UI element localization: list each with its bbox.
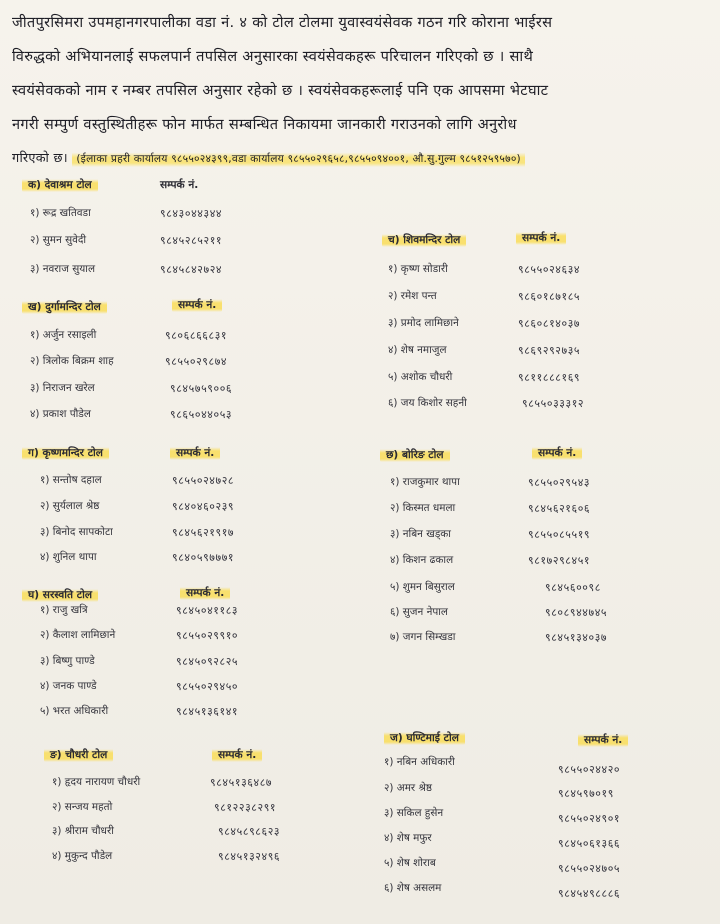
intro-line: जीतपुरसिमरा उपमहानगरपालीका वडा नं. ४ को टोल टोलमा युवास्वयंसेवक गठन गरि कोराना भाईरस [12,14,553,31]
volunteer-phone: ९८४५८४२७२४ [160,263,223,276]
volunteer-phone: ९८४५२८५२११ [160,234,223,247]
volunteer-phone: ९८४५१३२४९६ [218,850,281,863]
volunteer-phone: ९८४०५९७७७१ [172,551,235,564]
volunteer-phone: ९८४३०४४३४४ [160,207,223,220]
volunteer-phone: ९८४५४९८८८६ [558,887,621,900]
volunteer-name: १) सन्तोष दहाल [40,474,102,486]
section-title: घ) सरस्वति टोल [22,588,98,602]
section-title: ज) घण्टिमाई टोल [384,731,465,745]
volunteer-name: २) सुर्यलाल श्रेष्ठ [40,500,100,512]
volunteer-name: २) किस्मत धमला [390,502,456,514]
volunteer-phone: ९८४५१३४०३७ [545,631,608,644]
volunteer-name: ५) शेष शोराब [384,857,436,869]
intro-line: स्वयंसेवकको नाम र नम्बर तपसिल अनुसार रहेको छ । स्वयंसेवकहरूलाई पनि एक आपसमा भेटघाट [12,82,549,99]
volunteer-name: ४) जनक पाण्डे [40,680,97,692]
volunteer-name: ५) शुमन बिसुराल [390,581,455,593]
volunteer-phone: ९८६०१८७१८५ [518,290,581,303]
volunteer-phone: ९८४५८९८६२३ [218,825,281,838]
volunteer-phone: ९८५५०३३३१२ [522,397,585,410]
contact-header: सम्पर्क नं. [516,231,566,245]
volunteer-phone: ९८५५०२४७०५ [558,862,621,875]
volunteer-name: ३) श्रीराम चौधरी [52,825,114,837]
volunteer-name: ४) शेष मफुर [384,832,432,844]
contact-note: (ईलाका प्रहरी कार्यालय ९८५५०२४३९९,वडा कार्यालय ९८५५०२९६५८,९८५५०९४००१, औ.सु.गुल्म ९८५१२५९५७०) [72,151,525,167]
volunteer-phone: ९८५५०२४६३४ [518,263,581,276]
volunteer-name: १) नबिन अधिकारी [384,756,455,768]
volunteer-name: ४) मुकुन्द पौडेल [52,850,113,862]
volunteer-name: ३) निराजन खरेल [30,382,95,394]
volunteer-name: ४) शुनिल थापा [40,551,97,563]
volunteer-name: ३) नवराज सुयाल [30,263,96,275]
volunteer-name: १) हृदय नारायण चौधरी [52,776,141,788]
volunteer-phone: ९८४५९७०१९ [558,787,614,800]
volunteer-name: २) त्रिलोक बिक्रम शाह [30,355,114,367]
contact-header: सम्पर्क नं. [170,446,220,460]
volunteer-phone: ९८४५६२१६०६ [528,502,591,515]
volunteer-name: १) कृष्ण सोडारी [388,263,448,275]
volunteer-name: ६) शेष असलम [384,882,442,894]
intro-line [12,142,712,176]
volunteer-name: ४) किशन ढकाल [390,554,454,566]
volunteer-phone: ९८६५०४४०५३ [170,408,233,421]
volunteer-name: ३) प्रमोद लामिछाने [388,317,459,329]
volunteer-phone: ९८४५६२१९१७ [172,526,235,539]
volunteer-name: २) अमर श्रेष्ठ [384,782,432,794]
volunteer-name: १) राजु खत्रि [40,604,88,616]
section-title: ख) दुर्गामन्दिर टोल [22,300,107,314]
volunteer-phone: ९८५५०२४४२० [558,763,621,776]
volunteer-phone: ९८४५०९२८२५ [176,655,239,668]
volunteer-name: २) सुमन सुवेदी [30,234,87,246]
volunteer-name: १) रूद्र खतिवडा [30,207,91,219]
volunteer-name: ६) जय किशोर सहनी [388,397,467,409]
volunteer-phone: ९८४५०४११८३ [176,604,239,617]
volunteer-name: ३) सकिल हुसेन [384,807,444,819]
contact-header: सम्पर्क नं. [532,446,582,460]
volunteer-phone: ९८५५०२४९०१ [558,812,621,825]
volunteer-phone: ९८४५७५९००६ [170,382,233,395]
volunteer-phone: ९८४५०६१३६६ [558,837,621,850]
volunteer-name: ५) अशोक चौधरी [388,371,453,383]
contact-header: सम्पर्क नं. [212,748,262,762]
volunteer-name: ५) भरत अधिकारी [40,705,109,717]
contact-header: सम्पर्क नं. [160,179,199,191]
intro-line: नगरी सम्पुर्ण वस्तुस्थितीहरू फोन मार्फत सम्बन्धित निकायमा जानकारी गराउनको लागि अनुरोध [12,116,517,133]
volunteer-name: ६) सुजन नेपाल [390,606,448,618]
volunteer-name: २) कैलाश लामिछाने [40,629,116,641]
volunteer-phone: ९८४५६००९८ [545,581,601,594]
volunteer-name: ३) बिनोद सापकोटा [40,526,113,538]
volunteer-phone: ९८५५०२९८७४ [165,355,228,368]
intro-paragraph [12,6,712,176]
volunteer-phone: ९८१२२३८२९१ [214,801,277,814]
volunteer-phone: ९८६०८१४०३७ [518,317,581,330]
intro-line: विरुद्धको अभियानलाई सफलपार्न तपसिल अनुसारका स्वयंसेवकहरू परिचालन गरिएको छ । साथै [12,48,534,65]
volunteer-phone: ९८४५१३६१४१ [176,705,239,718]
volunteer-phone: ९८४५१३६४८७ [210,776,273,789]
volunteer-phone: ९८५५०२९४५० [176,680,239,693]
volunteer-phone: ९८११८८८१६९ [518,371,581,384]
intro-line-end: गरिएको छ। [12,151,68,166]
volunteer-name: ३) नबिन खड्का [390,528,451,540]
volunteer-name: २) सन्जय महतो [52,801,113,813]
volunteer-name: ३) बिष्णु पाण्डे [40,655,95,667]
contact-header: सम्पर्क नं. [180,586,230,600]
volunteer-phone: ९८६९२९२७३५ [518,344,581,357]
volunteer-phone: ९८५५०२९५४३ [528,476,591,489]
volunteer-phone: ९८०८९४४७४५ [545,606,608,619]
volunteer-phone: ९८०६८६६८३१ [165,329,228,342]
section-title: च) शिवमन्दिर टोल [382,233,466,247]
volunteer-name: १) राजकुमार थापा [390,476,460,488]
contact-header: सम्पर्क नं. [172,298,222,312]
volunteer-phone: ९८१७२९८४५१ [528,554,591,567]
volunteer-phone: ९८५५०२९९१० [176,629,239,642]
volunteer-name: १) अर्जुन रसाइली [30,329,97,341]
section-title: ग) कृष्णमन्दिर टोल [22,446,109,460]
volunteer-phone: ९८५५०२४७२८ [172,474,235,487]
volunteer-name: ७) जगन सिम्खडा [390,631,456,643]
section-title: क) देवाश्रम टोल [22,178,98,192]
section-title: छ) बोरिङ टोल [380,448,450,462]
volunteer-name: ४) शेष नमाजुल [388,344,447,356]
volunteer-name: २) रमेश पन्त [388,290,437,302]
volunteer-name: ४) प्रकाश पौडेल [30,408,91,420]
volunteer-phone: ९८४०४६०२३९ [172,500,235,513]
section-title: ङ) चौधरी टोल [44,748,113,762]
contact-header: सम्पर्क नं. [578,733,628,747]
volunteer-phone: ९८५५०८५५१९ [528,528,591,541]
